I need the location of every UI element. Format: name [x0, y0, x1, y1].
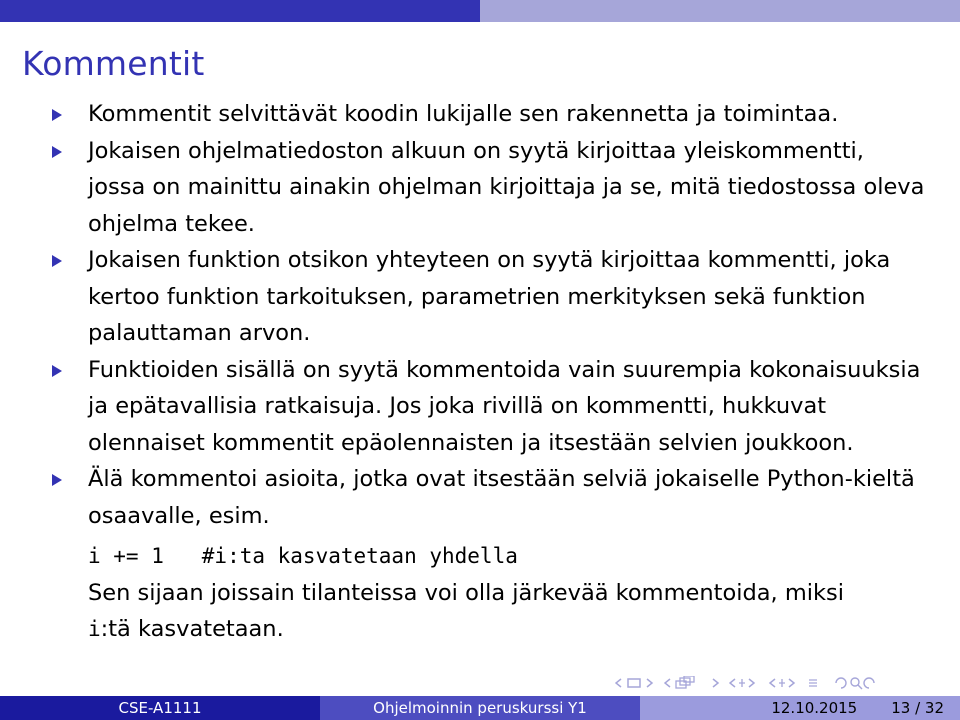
footer-course-name: Ohjelmoinnin peruskurssi Y1 [320, 696, 640, 720]
bullet-text: Jokaisen ohjelmatiedoston alkuun on syytä kirjoittaa yleiskommentti, jossa on mainittu ainakin ohjelman kirjoittaja ja se, mitä tiedostossa oleva ohjelma tekee. [88, 137, 925, 237]
bullet-item [46, 96, 926, 133]
last-line-text: :tä kasvatetaan. [100, 616, 284, 642]
bullet-text: Kommentit selvittävät koodin lukijalle sen rakennetta ja toimintaa. [88, 101, 839, 127]
bullet-triangle-icon [52, 474, 62, 486]
footer-right [640, 696, 960, 720]
top-bar-light-segment [480, 0, 960, 22]
footer-bar [0, 696, 960, 720]
footer-date: 12.10.2015 [771, 699, 858, 717]
bullet-triangle-icon [52, 365, 62, 377]
nav-search-icon[interactable] [830, 676, 880, 690]
footer-page-number: 13 / 32 [891, 699, 944, 717]
inline-code: i [88, 617, 101, 641]
bullet-text: Älä kommentoi asioita, jotka ovat itsestään selviä jokaiselle Python-kieltä osaavalle, esim. [88, 466, 915, 529]
after-code-text: Sen sijaan joissain tilanteissa voi olla järkevää kommentoida, miksi [88, 579, 845, 606]
bullet-item [46, 133, 926, 243]
bullet-item [46, 352, 926, 462]
beamer-navigation [615, 673, 955, 693]
bullet-triangle-icon [52, 109, 62, 121]
after-code-paragraph [46, 575, 926, 648]
top-progress-bar [0, 0, 960, 22]
bullet-triangle-icon [52, 255, 62, 267]
bullet-triangle-icon [52, 146, 62, 158]
top-bar-dark-segment [0, 0, 480, 22]
nav-frame-icon[interactable] [615, 676, 655, 690]
code-example: i += 1 #i:ta kasvatetaan yhdella [88, 544, 518, 568]
nav-section-icon[interactable] [729, 676, 821, 690]
slide-title: Kommentit [22, 44, 205, 83]
footer-course-code: CSE-A1111 [0, 696, 320, 720]
bullet-text: Jokaisen funktion otsikon yhteyteen on syytä kirjoittaa kommentti, joka kertoo funktion tarkoituksen, parametrien merkityksen sekä funktion palauttaman arvon. [88, 247, 891, 346]
bullet-text: Funktioiden sisällä on syytä kommentoida vain suurempia kokonaisuuksia ja epätavallisia ratkaisuja. Jos joka rivillä on kommentti, hukkuvat olennaiset kommentit epäolennaisten ja itsestään selvien joukkoon. [88, 356, 921, 456]
bullet-item [46, 461, 926, 534]
nav-subsection-icon[interactable] [664, 676, 720, 690]
bullet-item [46, 242, 926, 352]
slide-content [46, 96, 926, 648]
